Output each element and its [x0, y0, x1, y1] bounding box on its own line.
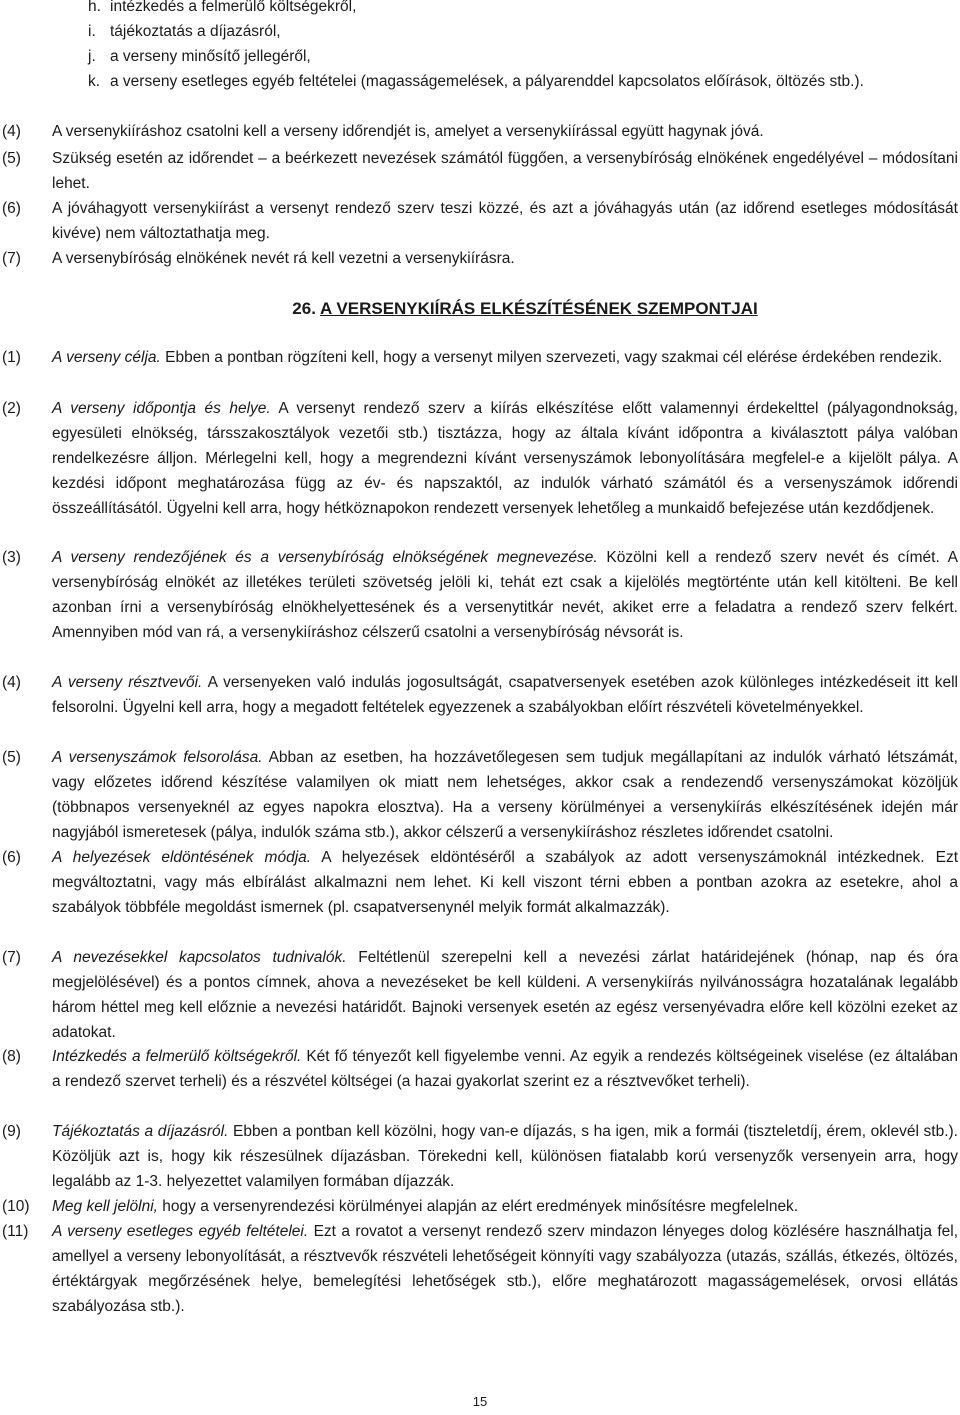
list-item-label: j.: [88, 48, 96, 65]
section-item-title: Intézkedés a felmerülő költségekről.: [52, 1048, 302, 1065]
section-item-text: hogy a versenyrendezési körülményei alapján az elért eredmények minősítésre megfelelnek.: [162, 1198, 799, 1215]
section-item-title: A nevezésekkel kapcsolatos tudnivalók.: [52, 949, 347, 966]
list-item-k: [0, 69, 960, 119]
section-item-title: A versenyszámok felsorolása.: [52, 749, 263, 766]
section-item-title: Meg kell jelölni,: [52, 1198, 158, 1215]
paragraph-text: A jóváhagyott versenykiírást a versenyt rendező szerv teszi közzé, és azt a jóváhagyás után (az időrend esetleges módosítását kivéve) nem változtathatja meg.: [52, 200, 958, 242]
section-item-title: A verseny rendezőjének és a versenybíróság elnökségének megnevezése.: [52, 549, 598, 566]
section-item-text: A versenyeken való indulás jogosultságát, csapatversenyek esetében azok különleges intézkedéseit itt kell felsorolni. Ügyelni kell arra, hogy a megadott feltételek egyezzenek a szabályokban előírt részvételi követelményekkel.: [52, 674, 958, 716]
section-item-text: Közölni kell a rendező szerv nevét és címét. A versenybíróság elnökét az illetékes területi szövetség jelöli ki, tehát ezt csak a kijelölés megtörténte után kell kitölteni. Be kell azonban írni a versenybíróság elnökhelyettesének és a versenytitkár nevét, akiket erre a feladatra a rendező szerv felkért. Amennyiben mód van rá, a versenykiíráshoz célszerű csatolni a versenybíróság névsorát is.: [52, 549, 958, 641]
section-item-label: (1): [2, 349, 21, 366]
section-item-body: [52, 670, 958, 720]
list-item-label: k.: [88, 73, 101, 90]
section-item-text: Két fő tényezőt kell figyelembe venni. Az egyik a rendezés költségeinek viselése (ez általában a rendező szervet terheli) és a részvétel költségei (a hazai gyakorlat szerint ez a résztvevőket terheli).: [52, 1048, 958, 1090]
section-item-title: A verseny résztvevői.: [52, 674, 203, 691]
section-item-text: Ebben a pontban rögzíteni kell, hogy a versenyt milyen szervezeti, vagy szakmai cél elérése érdekében rendezik.: [165, 349, 943, 366]
section-item-label: (3): [2, 549, 21, 566]
section-item-body: [52, 1044, 958, 1094]
section-number: 26.: [292, 299, 316, 318]
section-title: A VERSENYKIÍRÁS ELKÉSZÍTÉSÉNEK SZEMPONTJAI: [320, 299, 758, 318]
section-item-text: A helyezések eldöntéséről a szabályok az adott versenyszámoknál intézkednek. Ezt megváltoztatni, vagy más elbírálást alkalmazni nem lehet. Ki kell viszont térni ebben a pontban azokra az esetekre, ahol a szabályok többféle megoldást ismernek (pl. csapatversenynél melyik formát alkalmazzák).: [52, 849, 959, 916]
list-item-h: [0, 0, 960, 19]
section-item-label: (6): [2, 849, 21, 866]
section-item-label: (2): [2, 400, 21, 417]
section-item-text: Feltétlenül szerepelni kell a nevezési zárlat határidejének (hónap, nap és óra megjelölésével) és a pontos címnek, ahova a nevezéseket be kell küldeni. A versenykiírás nyilvánosságra hozatalának legalább három héttel meg kell előznie a nevezési határidőt. Bajnoki versenyek esetén az egész versenyévadra előre kell közölni ezeket az adatokat.: [52, 949, 958, 1041]
section-item-label: (10): [2, 1198, 30, 1215]
list-item-text: tájékoztatás a díjazásról,: [110, 23, 281, 40]
section-item-title: A verseny esetleges egyéb feltételei.: [52, 1223, 309, 1240]
section-item-body: [52, 945, 958, 1045]
paragraph-label: (6): [2, 200, 21, 217]
paragraph-label: (7): [2, 250, 21, 267]
section-item-text: Ebben a pontban kell közölni, hogy van-e díjazás, s ha igen, mik a formái (tiszteletdíj, érem, oklevél stb.). Közöljük azt is, hogy kik részesülnek díjazásban. Törekedni kell, különösen fiatalabb korú versenyzők versenyein arra, hogy legalább az 1-3. helyezettet valamilyen formában díjazzák.: [52, 1123, 958, 1190]
page-number: 15: [472, 1394, 488, 1409]
section-item-text: Ezt a rovatot a versenyt rendező szerv mindazon lényeges dolog közlésére használhatja fel, amellyel a verseny lebonyolítását, a résztvevők részvételi lehetőségeit könnyíti vagy szabályozza (utazás, szállás, étkezés, öltözés, értéktárgyak megőrzésének helye, bemelegítési lehetőségek stb.), előre meghatározott magasságemelések, orvosi ellátás szabályozása stb.).: [52, 1223, 958, 1315]
list-item-i: [0, 19, 960, 44]
list-item-label: i.: [88, 23, 96, 40]
section-item-body: [52, 1194, 958, 1219]
list-item-text: intézkedés a felmerülő költségekről,: [110, 0, 357, 15]
section-item-title: A verseny időpontja és helye.: [52, 400, 271, 417]
section-item-body: [52, 1219, 958, 1319]
list-item-text: a verseny minősítő jellegéről,: [110, 48, 311, 65]
paragraph-text: A versenybíróság elnökének nevét rá kell vezetni a versenykiírásra.: [52, 250, 515, 267]
section-item-label: (8): [2, 1048, 21, 1065]
list-item-text: a verseny esetleges egyéb feltételei (magasságemelések, a pályarenddel kapcsolatos előírások, öltözés stb.).: [110, 73, 864, 90]
section-item-label: (11): [2, 1223, 29, 1240]
section-heading: [0, 296, 960, 322]
section-item-title: A helyezések eldöntésének módja.: [52, 849, 312, 866]
section-item-body: [52, 396, 958, 521]
section-item-body: [52, 845, 958, 920]
section-item-label: (7): [2, 949, 21, 966]
paragraph-text: Szükség esetén az időrendet – a beérkezett nevezések számától függően, a versenybíróság elnökének engedélyével – módosítani lehet.: [52, 150, 958, 192]
section-item-label: (4): [2, 674, 21, 691]
paragraph-text: A versenykiíráshoz csatolni kell a verseny időrendjét is, amelyet a versenykiírással együtt hagynak jóvá.: [52, 123, 764, 140]
section-item-title: A verseny célja.: [52, 349, 161, 366]
section-item-body: [52, 745, 958, 845]
section-item-text: Abban az esetben, ha hozzávetőlegesen sem tudjuk megállapítani az indulók várható létszámát, vagy előzetes időrend készítése valamilyen ok miatt nem lehetséges, akkor csak a rendezendő versenyszámokat közöljük (többnapos versenyeknél az egyes napokra elosztva). Ha a verseny körülményei a versenykiírás elkészítésének idején már nagyjából ismeretesek (pálya, indulók száma stb.), akkor célszerű a versenykiíráshoz részletes időrendet csatolni.: [52, 749, 958, 841]
section-item-body: [52, 345, 958, 370]
section-item-title: Tájékoztatás a díjazásról.: [52, 1123, 229, 1140]
section-item-body: [52, 545, 958, 645]
paragraph-label: (5): [2, 150, 21, 167]
section-item-label: (9): [2, 1123, 21, 1140]
section-item-text: A versenyt rendező szerv a kiírás elkészítése előtt valamennyi érdekelttel (pályagondnokság, egyesületi elnökség, társszakosztályok vezetői stb.) tisztázza, hogy az általa kívánt időpontra a kiválasztott pálya valóban rendelkezésre álljon. Mérlegelni kell, hogy a megrendezni kívánt versenyszámok lebonyolítására megfelel-e a kijelölt pálya. A kezdési időpont meghatározása függ az év- és napszaktól, az indulók várható számától és a versenyszámok időrendi összeállításától. Ügyelni kell arra, hogy hétköznapokon rendezett versenyek lehetőleg a munkaidő befejezése után kezdődjenek.: [52, 400, 958, 517]
list-item-label: h.: [88, 0, 101, 15]
paragraph-label: (4): [2, 123, 21, 140]
section-item-label: (5): [2, 749, 21, 766]
section-item-body: [52, 1119, 958, 1194]
list-item-j: [0, 44, 960, 69]
